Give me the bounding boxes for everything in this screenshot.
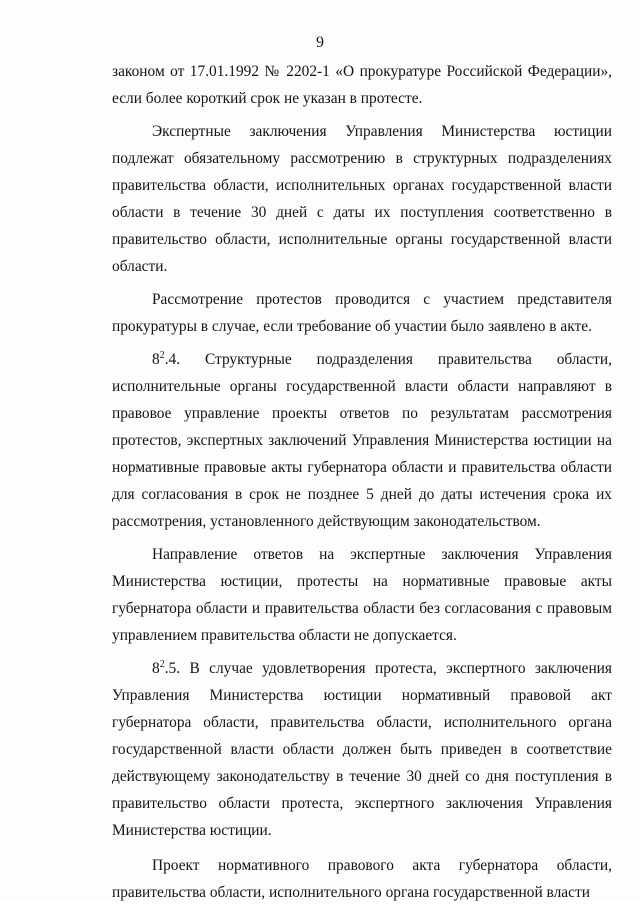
paragraph-expert-conclusions: Экспертные заключения Управления Министерства юстиции подлежат обязательному рассмотрению в структурных подразделениях правительства области, исполнительных органах государственной власти области в течение 30 дней с даты их поступления соответственно в правительство области, исполнительные органы государственной власти области. <box>112 123 612 275</box>
clause-text: В случае удовлетворения протеста, экспертного заключения Управления Министерства юстиции нормативный правовой акт губернатора области, правительства области, исполнительного органа государственной власти области должен быть приведен в соответствие действующему законодательству в течение 30 дней со дня поступления в правительство области протеста, экспертного заключения Управления Министерства юстиции. <box>112 660 612 839</box>
paragraph-draft-act: Проект нормативного правового акта губернатора области, правительства области, исполнительного органа государственной власти <box>112 857 612 901</box>
paragraph-clause-8-2-4 <box>112 346 612 535</box>
clause-text: Структурные подразделения правительства области, исполнительные органы государственной власти области направляют в правовое управление проекты ответов по результатам рассмотрения протестов, экспертных заключений Управления Министерства юстиции на нормативные правовые акты губернатора области и правительства области для согласования в срок не позднее 5 дней до даты истечения срока их рассмотрения, установленного действующим законодательством. <box>112 351 612 530</box>
paragraph-protest-review: Рассмотрение протестов проводится с участием представителя прокуратуры в случае, если требование об участии было заявлено в акте. <box>112 291 612 335</box>
clause-number-tail: .4. <box>164 351 181 368</box>
clause-number-superscript: 2 <box>159 349 165 361</box>
paragraph-clause-8-2-5 <box>112 655 612 844</box>
document-body <box>112 58 612 912</box>
clause-number-base: 8 <box>152 351 160 368</box>
paragraph-continuation: законом от 17.01.1992 № 2202-1 «О прокуратуре Российской Федерации», если более короткий срок не указан в протесте. <box>112 63 612 107</box>
clause-number-tail: .5. <box>164 660 181 677</box>
page-number: 9 <box>316 34 324 51</box>
clause-number-superscript: 2 <box>159 658 165 670</box>
clause-number-base: 8 <box>152 660 160 677</box>
paragraph-answer-direction: Направление ответов на экспертные заключения Управления Министерства юстиции, протесты на нормативные правовые акты губернатора области и правительства области без согласования с правовым управлением правительства области не допускается. <box>112 546 612 644</box>
